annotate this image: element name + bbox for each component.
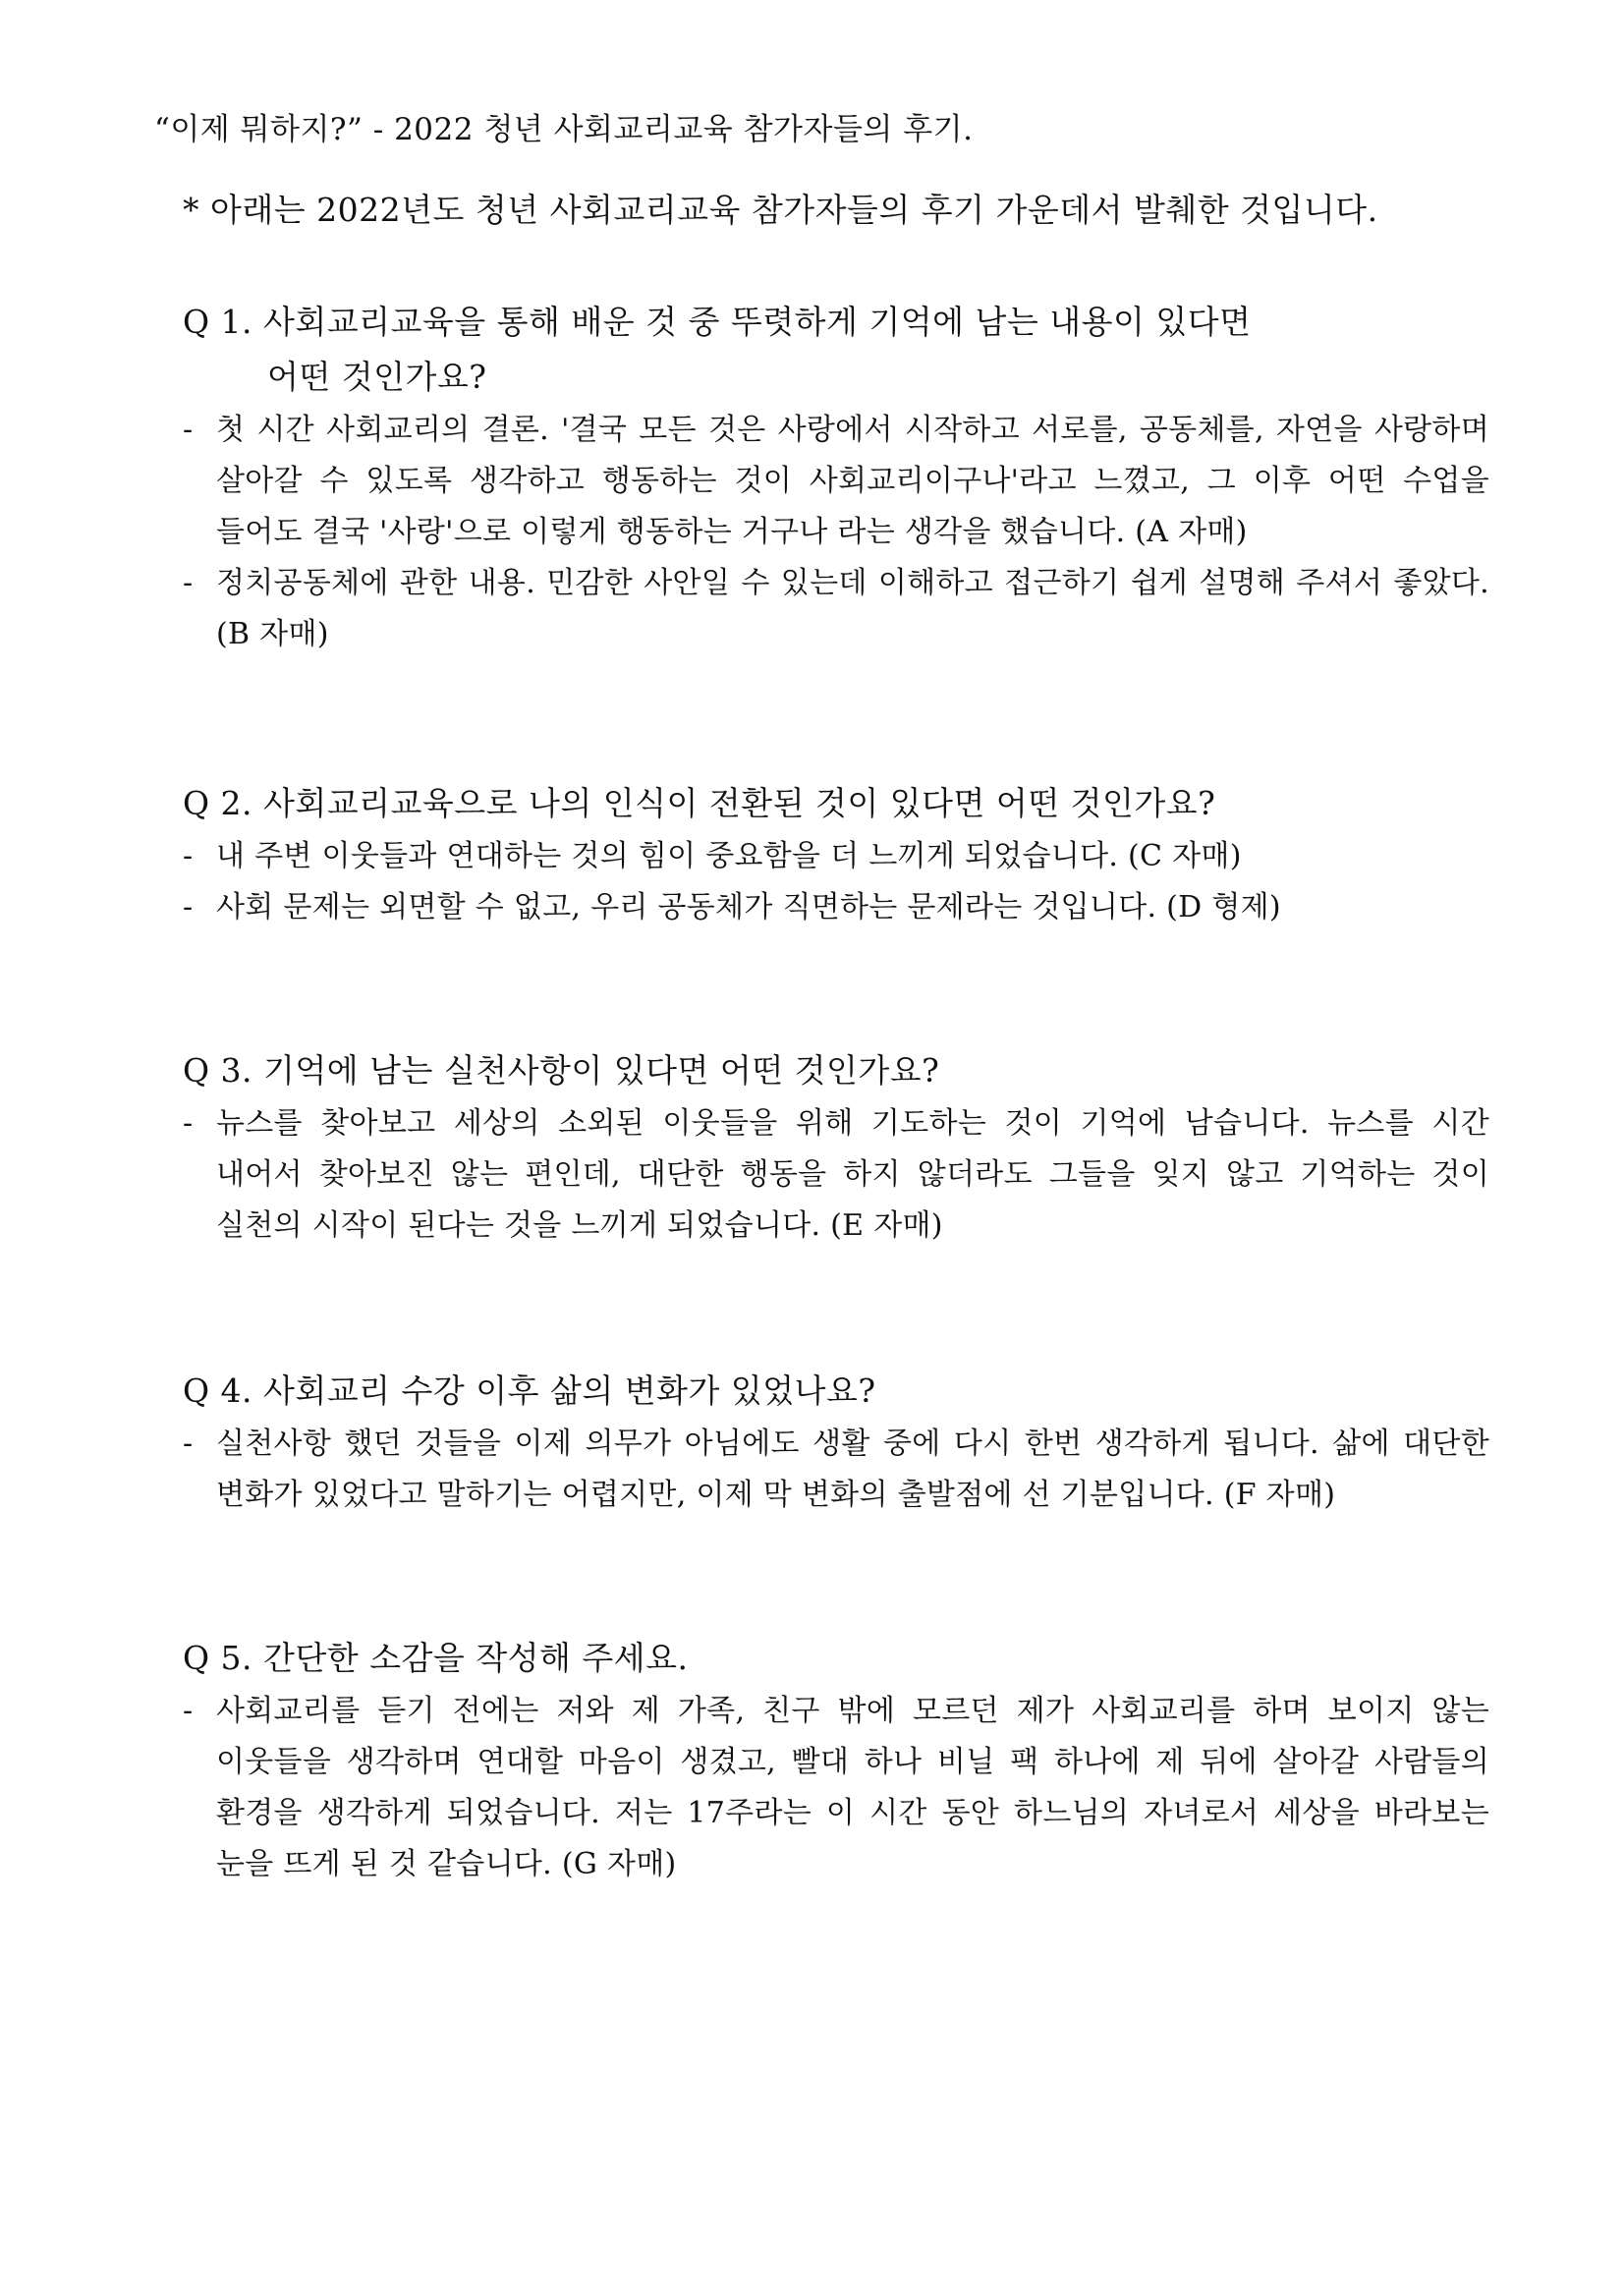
answer-q3-a bbox=[183, 1098, 1489, 1252]
answer-text: 사회교리를 듣기 전에는 저와 제 가족, 친구 밖에 모르던 제가 사회교리를 하며 보이지 않는 이웃들을 생각하며 연대할 마음이 생겼고, 빨대 하나 비닐 팩 하나에 제 뒤에 살아갈 사람들의 환경을 생각하게 되었습니다. 저는 17주라는 이 시간 동안 하느님의 자녀로서 세상을 바라보는 눈을 뜨게 된 것 같습니다. (G 자매) bbox=[216, 1694, 1489, 1881]
answer-q5-a bbox=[183, 1686, 1489, 1890]
answer-dash: - bbox=[183, 890, 194, 924]
question-q4-line1: Q 4. 사회교리 수강 이후 삶의 변화가 있었나요? bbox=[183, 1371, 876, 1410]
answer-q1-b bbox=[183, 558, 1489, 660]
answer-q1-a bbox=[183, 405, 1489, 558]
section-q4 bbox=[183, 1364, 1489, 1521]
question-q2 bbox=[183, 776, 1489, 831]
answer-text: 내 주변 이웃들과 연대하는 것의 힘이 중요함을 더 느끼게 되었습니다. (C 자매) bbox=[216, 839, 1242, 873]
answer-dash: - bbox=[183, 1694, 194, 1728]
section-q5 bbox=[183, 1631, 1489, 1890]
question-q2-line1: Q 2. 사회교리교육으로 나의 인식이 전환된 것이 있다면 어떤 것인가요? bbox=[183, 784, 1216, 822]
section-q2 bbox=[183, 776, 1489, 933]
answer-text: 정치공동체에 관한 내용. 민감한 사안일 수 있는데 이해하고 접근하기 쉽게 설명해 주셔서 좋았다. (B 자매) bbox=[216, 566, 1489, 651]
document-title: “이제 뭐하지?” - 2022 청년 사회교리교육 참가자들의 후기. bbox=[154, 112, 974, 147]
answer-dash: - bbox=[183, 1106, 194, 1141]
answer-q2-b bbox=[183, 882, 1489, 933]
question-q1-line2: 어떤 것인가요? bbox=[267, 358, 487, 396]
answer-dash: - bbox=[183, 839, 194, 873]
question-q1 bbox=[183, 295, 1489, 405]
answer-q4-a bbox=[183, 1419, 1489, 1521]
answer-dash: - bbox=[183, 1427, 194, 1461]
answer-q2-a bbox=[183, 831, 1489, 882]
question-q4 bbox=[183, 1364, 1489, 1419]
intro-note: * 아래는 2022년도 청년 사회교리교육 참가자들의 후기 가운데서 발췌한 것입니다. bbox=[183, 191, 1378, 229]
question-q1-line1: Q 1. 사회교리교육을 통해 배운 것 중 뚜렷하게 기억에 남는 내용이 있다면 bbox=[183, 303, 1252, 341]
question-q5 bbox=[183, 1631, 1489, 1686]
answer-text: 실천사항 했던 것들을 이제 의무가 아님에도 생활 중에 다시 한번 생각하게 됩니다. 삶에 대단한 변화가 있었다고 말하기는 어렵지만, 이제 막 변화의 출발점에 선 기분입니다. (F 자매) bbox=[216, 1427, 1489, 1512]
answer-text: 첫 시간 사회교리의 결론. '결국 모든 것은 사랑에서 시작하고 서로를, 공동체를, 자연을 사랑하며 살아갈 수 있도록 생각하고 행동하는 것이 사회교리이구나'라고 느꼈고, 그 이후 어떤 수업을 들어도 결국 '사랑'으로 이렇게 행동하는 거구나 라는 생각을 했습니다. (A 자매) bbox=[216, 413, 1489, 549]
section-q3 bbox=[183, 1043, 1489, 1252]
section-q1 bbox=[183, 295, 1489, 660]
answer-dash: - bbox=[183, 566, 194, 600]
question-q3-line1: Q 3. 기억에 남는 실천사항이 있다면 어떤 것인가요? bbox=[183, 1051, 940, 1090]
answer-text: 뉴스를 찾아보고 세상의 소외된 이웃들을 위해 기도하는 것이 기억에 남습니다. 뉴스를 시간 내어서 찾아보진 않는 편인데, 대단한 행동을 하지 않더라도 그들을 잊지 않고 기억하는 것이 실천의 시작이 된다는 것을 느끼게 되었습니다. (E 자매) bbox=[216, 1106, 1489, 1243]
question-q5-line1: Q 5. 간단한 소감을 작성해 주세요. bbox=[183, 1639, 689, 1677]
answer-text: 사회 문제는 외면할 수 없고, 우리 공동체가 직면하는 문제라는 것입니다. (D 형제) bbox=[216, 890, 1281, 924]
answer-dash: - bbox=[183, 413, 194, 447]
question-q3 bbox=[183, 1043, 1489, 1098]
